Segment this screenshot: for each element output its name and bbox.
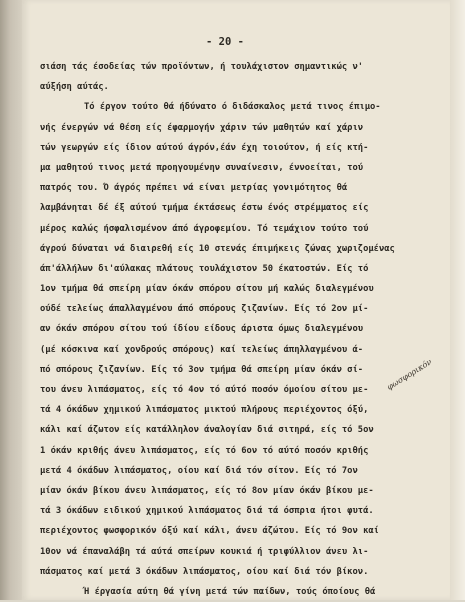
- text-line: περιέχοντος φωσφορικόν όξύ καί κάλι, άνευ άζώτου. Είς τό 9ον καί: [40, 526, 379, 537]
- text-line: νής ένεργών νά θέση είς έφαρμογήν χάριν τών μαθητών καί χάριν: [40, 122, 364, 133]
- text-line: Τό έργον τούτο θά ήδύνατο ό διδάσκαλος μετά τινος έπιμο-: [84, 102, 381, 113]
- page-edge: [450, 0, 465, 600]
- text-line: πάσματος καί μετά 3 όκάδων λιπάσματος, οίου καί διά τόν βίκον.: [40, 566, 369, 577]
- text-line: Ή έργασία αύτη θά γίνη μετά τών παίδων, τούς όποίους θά: [84, 586, 376, 597]
- text-line: μίαν όκάν βίκου άνευ λιπάσματος, είς τό 8ον μίαν όκάν βίκου με-: [40, 485, 374, 496]
- handwritten-note: φωσφορικόν: [385, 357, 434, 392]
- text-line: λαμβάνηται δέ έξ αύτού τμήμα έκτάσεως έστω ένός στρέμματος είς: [40, 203, 369, 214]
- text-line: αν όκάν σπόρου σίτου τού ίδίου είδους άριστα όμως διαλεγμένου: [40, 324, 364, 335]
- book-spine-shadow: [0, 0, 22, 600]
- text-line: κάλι καί άζωτον είς κατάλληλον άναλογίαν διά σιτηρά, είς τό 5ον: [40, 425, 374, 436]
- text-line: πατρός του. Ό άγρός πρέπει νά είναι μετρίας γονιμότητος θά: [40, 183, 348, 194]
- text-line: του άνευ λιπάσματος, είς τό 4ον τό αύτό ποσόν όμοίου σίτου με-: [40, 385, 369, 395]
- text-line: ούδέ τελείως άπαλλαγμένου άπό σπόρους ζιζανίων. Είς τό 2ον μί-: [40, 304, 369, 315]
- text-line: μέρος καλώς ήσφαλισμένον άπό άγροφεμίου. Τό τεμάχιον τούτο τού: [40, 223, 369, 234]
- page-number: - 20 -: [206, 36, 244, 48]
- text-line: μα μαθητού τινος μετά προηγουμένην συναίνεσιν, έννοείται, τού: [40, 162, 364, 173]
- text-line: τών γεωργών είς ίδιον αύτού άγρόν,έάν έχη τοιούτον, ή είς κτή-: [40, 142, 369, 153]
- text-line: μετά 4 όκάδων λιπάσματος, οίου καί διά τόν σίτον. Είς τό 7ον: [40, 465, 358, 476]
- text-line: (μέ κόσκινα καί χονδρούς σπόρους) καί τελείως άπηλλαγμένου ά-: [40, 344, 364, 355]
- text-line: 1ον τμήμα θά σπείρη μίαν όκάν σπόρου σίτου μή καλώς διαλεγμένου: [40, 284, 374, 295]
- text-line: αύξήση αύτάς.: [40, 82, 109, 93]
- text-line: σιάση τάς έσοδείας τών προϊόντων, ή τουλάχιστον σημαντικώς ν': [40, 62, 364, 72]
- typewritten-text-body: [40, 57, 432, 602]
- text-line: τά 4 όκάδων χημικού λιπάσματος μικτού πλήρους περιέχοντος όξύ,: [40, 405, 369, 416]
- text-line: 10ον νά έπαναλάβη τά αύτά σπείρων κουκιά ή τριφύλλιον άνευ λι-: [40, 546, 369, 557]
- text-line: άγρού δύναται νά διαιρεθή είς 10 στενάς έπιμήκεις ζώνας χωριζομένας: [40, 243, 395, 254]
- text-line: άπ'άλλήλων δι'αύλακας πλάτους τουλάχιστον 50 έκατοστών. Είς τό: [40, 263, 369, 274]
- text-line: τά 3 όκάδων ειδικού χημικού λιπάσματος διά τά όσπρια ήτοι φυτά.: [40, 506, 374, 517]
- text-line: πό σπόρους ζιζανίων. Είς τό 3ον τμήμα θά σπείρη μίαν όκάν σί-: [40, 364, 364, 375]
- text-line: 1 όκάν κριθής άνευ λιπάσματος, είς τό 6ον τό αύτό ποσόν κριθής: [40, 445, 369, 456]
